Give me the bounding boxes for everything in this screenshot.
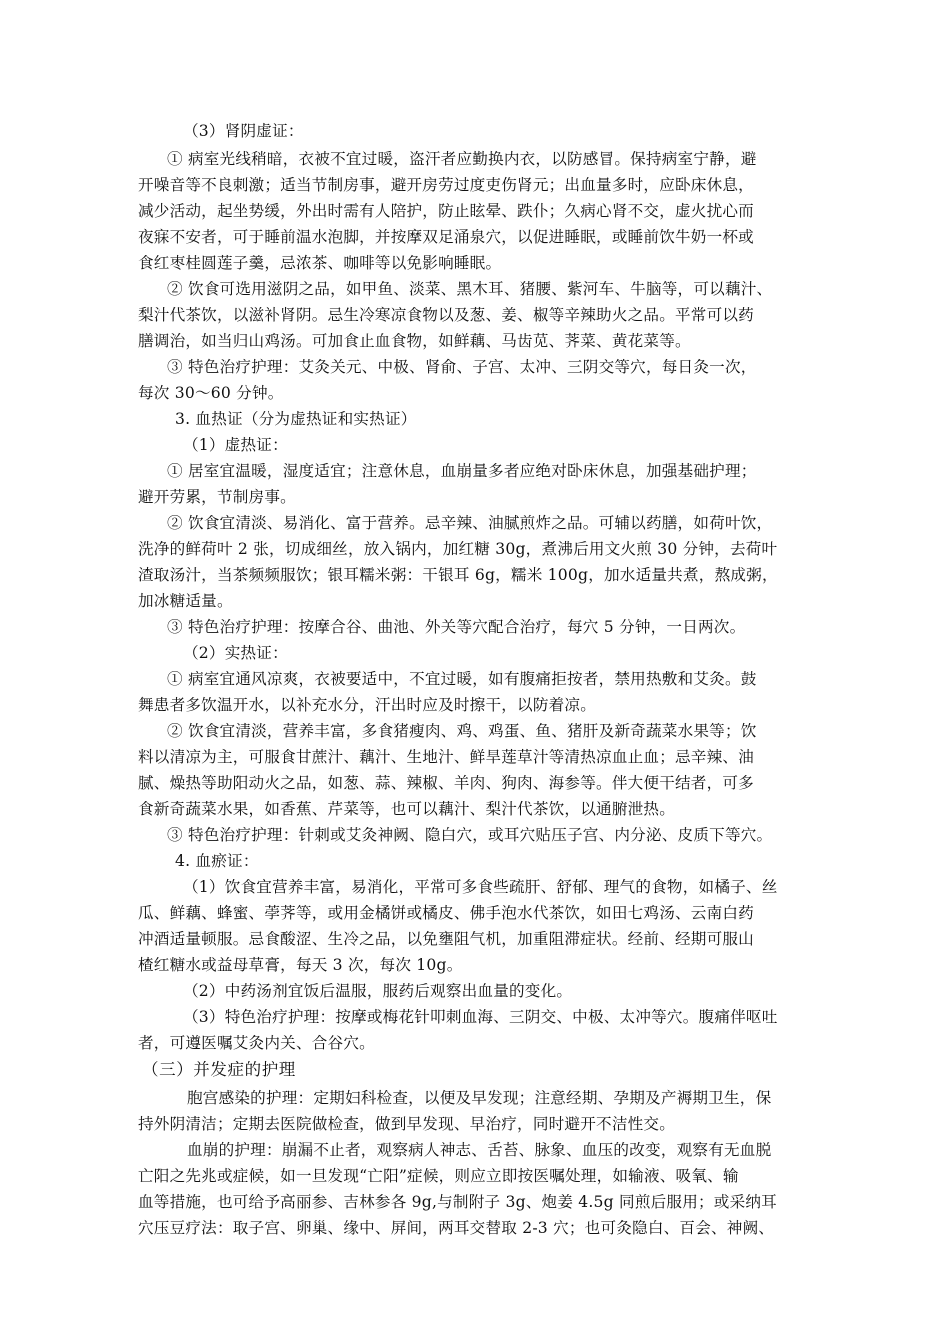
paragraph-line: 腻、燥热等助阳动火之品，如葱、蒜、辣椒、羊肉、狗肉、海参等。伴大便干结者，可多 [138, 774, 754, 792]
paragraph-line: 避开劳累，节制房事。 [138, 488, 296, 506]
paragraph-line: 冲酒适量顿服。忌食酸涩、生冷之品，以免壅阻气机，加重阻滞症状。经前、经期可服山 [138, 930, 754, 948]
paragraph-line: 持外阴清洁；定期去医院做检查，做到早发现、早治疗，同时避开不洁性交。 [138, 1115, 675, 1133]
subsection-title: （1）虚热证： [183, 436, 288, 454]
section-title: 4. 血瘀证： [175, 852, 259, 870]
subsection-title: （3）肾阴虚证： [183, 122, 304, 140]
paragraph-line: 血崩的护理：崩漏不止者，观察病人神志、舌苔、脉象、血压的改变，观察有无血脱 [187, 1141, 772, 1159]
paragraph-line: ① 病室光线稍暗，衣被不宜过暖，盗汗者应勤换内衣，以防感冒。保持病室宁静，避 [167, 150, 757, 168]
paragraph-line: 舞患者多饮温开水，以补充水分，汗出时应及时擦干，以防着凉。 [138, 696, 597, 714]
paragraph-line: （1）饮食宜营养丰富，易消化，平常可多食些疏肝、舒郁、理气的食物，如橘子、丝 [183, 878, 778, 896]
paragraph-line: 食新奇蔬菜水果，如香蕉、芹菜等，也可以藕汁、梨汁代茶饮，以通腑泄热。 [138, 800, 675, 818]
paragraph-line: 食红枣桂圆莲子羹，忌浓茶、咖啡等以免影响睡眠。 [138, 254, 502, 272]
paragraph-line: 每次 30～60 分钟。 [138, 384, 284, 402]
paragraph-line: 膳调治，如当归山鸡汤。可加食止血食物，如鲜藕、马齿苋、荠菜、黄花菜等。 [138, 332, 691, 350]
paragraph-line: 加冰糖适量。 [138, 592, 233, 610]
paragraph-line: ① 病室宜通风凉爽，衣被要适中，不宜过暖，如有腹痛拒按者，禁用热敷和艾灸。鼓 [167, 670, 757, 688]
paragraph-line: 料以清凉为主，可服食甘蔗汁、藕汁、生地汁、鲜旱莲草汁等清热凉血止血；忌辛辣、油 [138, 748, 754, 766]
paragraph-line: 胞宫感染的护理：定期妇科检查，以便及早发现；注意经期、孕期及产褥期卫生，保 [187, 1089, 772, 1107]
paragraph-line: ③ 特色治疗护理：按摩合谷、曲池、外关等穴配合治疗，每穴 5 分钟，一日两次。 [167, 618, 746, 636]
paragraph-line: 瓜、鲜藕、蜂蜜、荸荠等，或用金橘饼或橘皮、佛手泡水代茶饮，如田七鸡汤、云南白药 [138, 904, 754, 922]
paragraph-line: 开噪音等不良刺激；适当节制房事，避开房劳过度吏伤肾元；出血量多时，应卧床休息， [138, 176, 754, 194]
paragraph-line: ③ 特色治疗护理：艾灸关元、中极、肾俞、子宫、太冲、三阴交等穴，每日灸一次， [167, 358, 757, 376]
paragraph-line: ② 饮食宜清淡、易消化、富于营养。忌辛辣、油腻煎炸之品。可辅以药膳，如荷叶饮， [167, 514, 773, 532]
paragraph-line: 亡阳之先兆或症候，如一旦发现“亡阳”症候，则应立即按医嘱处理，如输液、吸氧、输 [138, 1167, 739, 1185]
paragraph-line: 穴压豆疗法：取子宫、卵巢、缘中、屏间，两耳交替取 2-3 穴；也可灸隐白、百会、神阙、 [138, 1219, 775, 1237]
paragraph-line: 渣取汤汁，当茶频频服饮；银耳糯米粥：干银耳 6g，糯米 100g，加水适量共煮，熬成粥， [138, 566, 778, 584]
paragraph-line: ② 饮食宜清淡，营养丰富，多食猪瘦肉、鸡、鸡蛋、鱼、猪肝及新奇蔬菜水果等；饮 [167, 722, 757, 740]
chapter-heading: （三）并发症的护理 [142, 1060, 296, 1079]
paragraph-line: 洗净的鲜荷叶 2 张，切成细丝，放入锅内，加红糖 30g，煮沸后用文火煎 30 分钟，去荷叶 [138, 540, 778, 558]
paragraph-line: 夜寐不安者，可于睡前温水泡脚，并按摩双足涌泉穴，以促进睡眠，或睡前饮牛奶一杯或 [138, 228, 754, 246]
paragraph-line: ② 饮食可选用滋阴之品，如甲鱼、淡菜、黑木耳、猪腰、紫河车、牛脑等，可以藕汁、 [167, 280, 773, 298]
paragraph-line: ③ 特色治疗护理：针刺或艾灸神阙、隐白穴，或耳穴贴压子宫、内分泌、皮质下等穴。 [167, 826, 773, 844]
paragraph-line: 楂红糖水或益母草膏，每天 3 次，每次 10g。 [138, 956, 463, 974]
paragraph-line: 血等措施，也可给予高丽参、吉林参各 9g,与制附子 3g、炮姜 4.5g 同煎后服用；或采纳耳 [138, 1193, 777, 1211]
paragraph-line: 者，可遵医嘱艾灸内关、合谷穴。 [138, 1034, 375, 1052]
paragraph-line: 减少活动，起坐势缓，外出时需有人陪护，防止眩晕、跌仆；久病心肾不交，虚火扰心而 [138, 202, 754, 220]
section-title: 3. 血热证（分为虚热证和实热证） [175, 410, 417, 428]
paragraph-line: ① 居室宜温暖，湿度适宜；注意休息，血崩量多者应绝对卧床休息，加强基础护理； [167, 462, 757, 480]
paragraph-line: （2）中药汤剂宜饭后温服，服药后观察出血量的变化。 [183, 982, 573, 1000]
paragraph-line: 梨汁代茶饮，以滋补肾阴。忌生冷寒凉食物以及葱、姜、椒等辛辣助火之品。平常可以药 [138, 306, 754, 324]
subsection-title: （2）实热证： [183, 644, 288, 662]
paragraph-line: （3）特色治疗护理：按摩或梅花针叩刺血海、三阴交、中极、太冲等穴。腹痛伴呕吐 [183, 1008, 778, 1026]
